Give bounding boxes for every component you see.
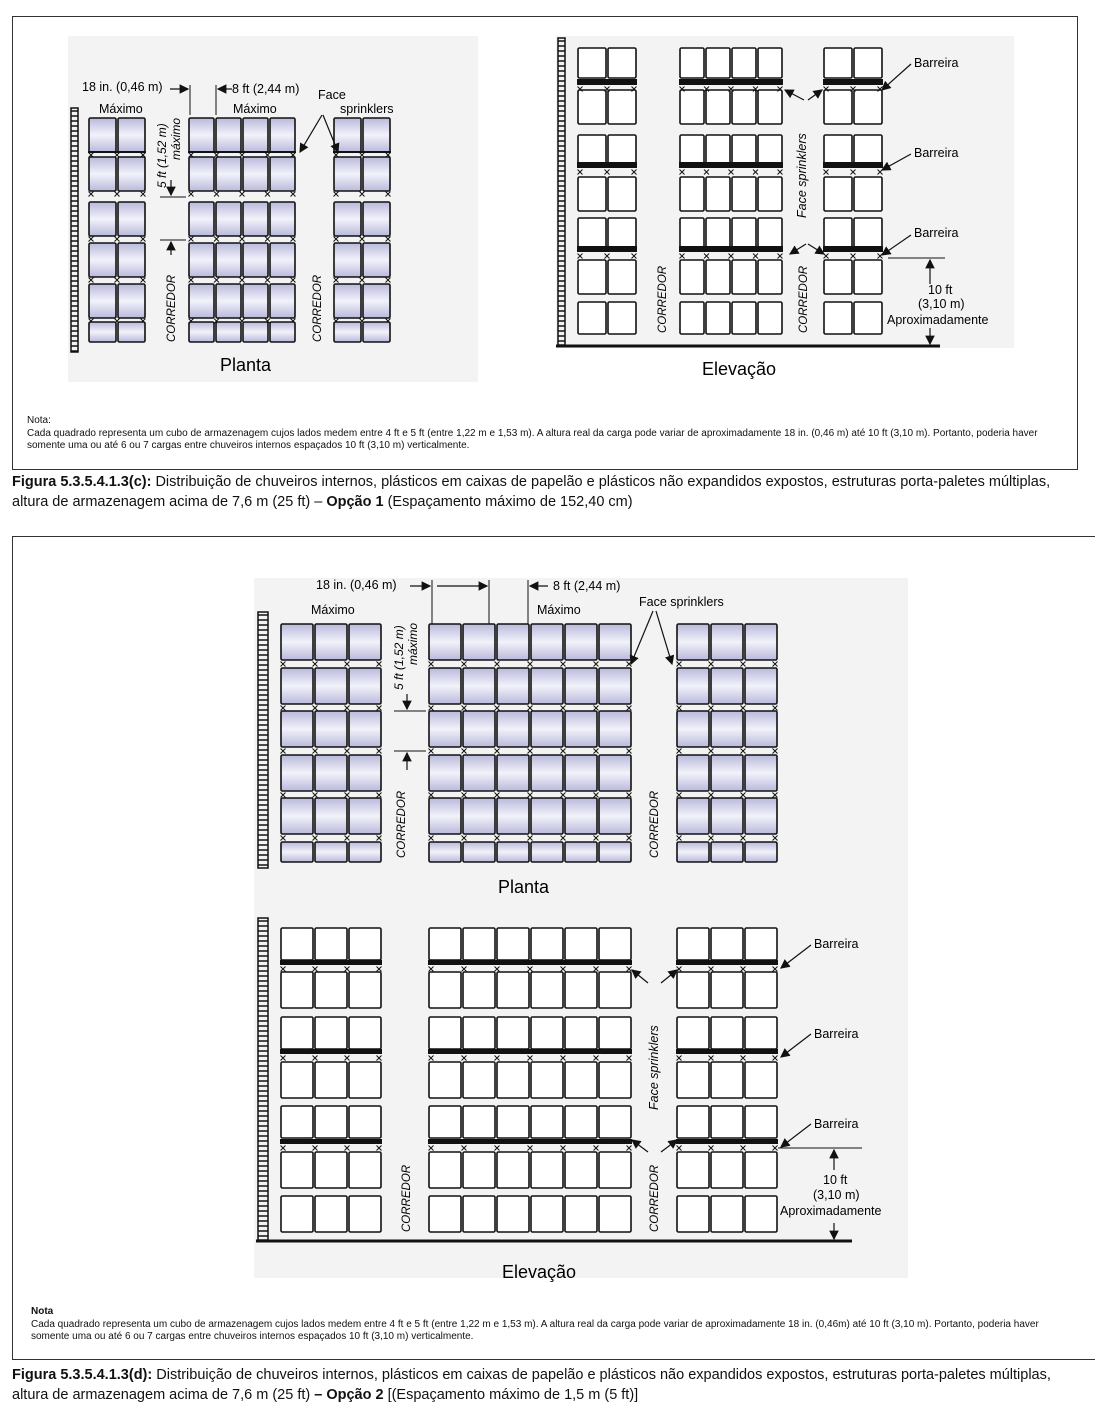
storage-cube [711,755,743,791]
planta-label: Planta [498,877,550,897]
storage-cube [349,624,381,660]
elevacao-label: Elevação [702,359,777,379]
storage-cube [565,624,597,660]
storage-cube [497,711,529,747]
barreira-label-1: Barreira [914,56,959,70]
storage-cube [599,711,631,747]
barreira-label-2: Barreira [914,146,959,160]
dim-10ft-metric: (3,10 m) [813,1188,860,1202]
caption-text: Distribuição de chuveiros internos, plásticos em caixas de papelão e plásticos não expandidos expostos, estruturas porta-paletes múltiplas, altura de armazenagem acima de 7,6 m (25 ft) [12,1367,1051,1403]
maximo-label-right: Máximo [233,102,277,116]
storage-cube [677,624,709,660]
dim-5ft-label: 5 ft (1,52 m) [392,625,406,690]
storage-cube [745,624,777,660]
face-sprinklers-label-a: Face [318,88,346,102]
storage-cube [745,928,777,960]
storage-cube [599,972,631,1008]
barrier-bar [428,960,632,965]
storage-cube [599,755,631,791]
storage-cube [497,624,529,660]
storage-cube [711,842,743,862]
barreira-label-2: Barreira [814,1027,859,1041]
caption-label: Figura 5.3.5.4.1.3(c): [12,474,152,490]
storage-cube [349,1017,381,1049]
storage-cube [531,842,563,862]
storage-cube [349,842,381,862]
storage-cube [281,1152,313,1188]
storage-cube [677,928,709,960]
dim-8ft-label: 8 ft (2,44 m) [232,82,300,96]
storage-cube [565,755,597,791]
storage-cube [599,668,631,704]
storage-cube [531,798,563,834]
storage-cube [497,1062,529,1098]
storage-cube [497,1152,529,1188]
storage-cube [677,1106,709,1138]
storage-cube [349,1196,381,1232]
storage-cube [711,1196,743,1232]
barrier-bar [280,1049,382,1054]
note-text: Cada quadrado representa um cubo de armazenagem cujos lados medem entre 4 ft e 5 ft (entre 1,22 m e 1,53 m). A altura real da carga pode variar de aproximadamente 18 in. (0,46m) até 10 ft (3,10 m). Portanto, poderia haver somente uma ou até 6 ou 7 cargas entre chuveiros internos espaçados 10 ft (3,10 m) verticalmente. [31,1318,1039,1342]
storage-cube [531,711,563,747]
storage-cube [531,1152,563,1188]
storage-cube [497,755,529,791]
storage-cube [281,972,313,1008]
storage-cube [677,755,709,791]
planta-label: Planta [220,355,272,375]
storage-cube [463,1196,495,1232]
maximo-label-left: Máximo [99,102,143,116]
storage-cube [745,798,777,834]
storage-cube [429,1106,461,1138]
barrier-bar [280,960,382,965]
storage-cube [565,972,597,1008]
storage-cube [281,755,313,791]
dim-10ft-label: 10 ft [823,1173,848,1187]
storage-cube [429,842,461,862]
storage-cube [429,798,461,834]
storage-cube [429,928,461,960]
storage-cube [711,711,743,747]
storage-cube [281,1017,313,1049]
storage-cube [745,1017,777,1049]
storage-cube [315,1196,347,1232]
storage-cube [349,1062,381,1098]
storage-cube [315,1062,347,1098]
barrier-bar [676,1139,778,1144]
storage-cube [711,798,743,834]
storage-cube [315,798,347,834]
storage-cube [349,1106,381,1138]
face-sprinklers-vertical-label: Face sprinklers [795,133,809,218]
storage-cube [281,842,313,862]
caption-option: Opção 1 [326,494,384,510]
dim-8ft-label: 8 ft (2,44 m) [553,579,621,593]
dim-5ft-label: 5 ft (1,52 m) [155,123,169,188]
storage-cube [349,755,381,791]
caption-label: Figura 5.3.5.4.1.3(d): [12,1367,153,1383]
storage-cube [349,972,381,1008]
storage-cube [711,668,743,704]
storage-cube [677,842,709,862]
storage-cube [599,1196,631,1232]
storage-cube [531,928,563,960]
elevacao-label: Elevação [502,1262,577,1282]
barreira-label-3: Barreira [914,226,959,240]
storage-cube [497,842,529,862]
note-text: Cada quadrado representa um cubo de armazenagem cujos lados medem entre 4 ft e 5 ft (entre 1,22 m e 1,53 m). A altura real da carga pode variar de aproximadamente 18 in. (0,46 m) até 10 ft (3,10 m). Portanto, poderia haver somente uma ou até 6 ou 7 cargas entre chuveiros internos espaçados 10 ft (3,10 m) verticalmente. [27,427,1038,451]
storage-cube [315,1152,347,1188]
storage-cube [565,1106,597,1138]
storage-cube [463,1152,495,1188]
barrier-bar [428,1139,632,1144]
storage-cube [677,1017,709,1049]
storage-cube [463,624,495,660]
storage-cube [463,1017,495,1049]
storage-cube [497,668,529,704]
storage-cube [463,972,495,1008]
corredor-label-elev-1: CORREDOR [401,1164,413,1232]
storage-cube [497,1196,529,1232]
storage-cube [599,842,631,862]
storage-cube [463,798,495,834]
storage-cube [531,972,563,1008]
storage-cube [711,1106,743,1138]
corredor-label-plan-2: CORREDOR [649,790,661,858]
storage-cube [497,1106,529,1138]
storage-cube [599,798,631,834]
storage-cube [711,928,743,960]
storage-cube [565,928,597,960]
storage-cube [281,1196,313,1232]
storage-cube [711,624,743,660]
face-sprinklers-label: Face sprinklers [639,595,724,609]
dim-10ft-metric: (3,10 m) [918,297,965,311]
storage-cube [281,624,313,660]
storage-cube [429,755,461,791]
storage-cube [677,711,709,747]
storage-cube [315,755,347,791]
storage-cube [315,928,347,960]
storage-cube [463,1106,495,1138]
storage-cube [281,1062,313,1098]
storage-cube [531,755,563,791]
storage-cube [745,1062,777,1098]
corredor-label-elev-2: CORREDOR [798,265,810,333]
storage-cube [497,972,529,1008]
caption-tail: [(Espaçamento máximo de 1,5 m (5 ft)] [383,1387,639,1403]
storage-cube [349,1152,381,1188]
corredor-label-plan-1: CORREDOR [166,274,178,342]
storage-cube [429,1152,461,1188]
corredor-label-plan-2: CORREDOR [312,274,324,342]
storage-cube [531,1196,563,1232]
storage-cube [281,928,313,960]
dim-5ft-maximo: máximo [406,622,420,665]
storage-cube [745,1106,777,1138]
storage-cube [315,1106,347,1138]
storage-cube [599,1152,631,1188]
storage-cube [565,1062,597,1098]
barrier-bar [280,1139,382,1144]
storage-cube [745,1152,777,1188]
storage-cube [531,1106,563,1138]
maximo-label-right: Máximo [537,603,581,617]
storage-cube [711,1152,743,1188]
storage-cube [429,1196,461,1232]
storage-cube [599,1062,631,1098]
storage-cube [745,711,777,747]
storage-cube [745,1196,777,1232]
storage-cube [677,972,709,1008]
storage-cube [463,755,495,791]
storage-cube [565,1017,597,1049]
figure-d-caption [12,1365,1082,1405]
dim-18in-label: 18 in. (0,46 m) [82,80,163,94]
storage-cube [531,624,563,660]
barrier-bar [676,1049,778,1054]
storage-cube [565,1196,597,1232]
storage-cube [315,1017,347,1049]
storage-cube [349,711,381,747]
storage-cube [315,842,347,862]
storage-cube [497,1017,529,1049]
storage-cube [599,928,631,960]
storage-cube [463,1062,495,1098]
dim-10ft-approx: Aproximadamente [887,313,989,327]
storage-cube [315,624,347,660]
storage-cube [429,1062,461,1098]
storage-cube [429,972,461,1008]
storage-cube [463,668,495,704]
dim-5ft-maximo: máximo [169,117,183,160]
storage-cube [565,1152,597,1188]
storage-cube [745,972,777,1008]
storage-cube [281,798,313,834]
storage-cube [281,668,313,704]
dim-10ft-approx: Aproximadamente [780,1204,882,1218]
storage-cube [463,842,495,862]
maximo-label-left: Máximo [311,603,355,617]
storage-cube [429,668,461,704]
storage-cube [349,798,381,834]
storage-cube [349,928,381,960]
barrier-bar [676,960,778,965]
storage-cube [599,624,631,660]
storage-cube [677,1152,709,1188]
storage-cube [745,842,777,862]
dim-10ft-label: 10 ft [928,283,953,297]
storage-cube [531,1017,563,1049]
storage-cube [429,624,461,660]
dim-18in-label: 18 in. (0,46 m) [316,578,397,592]
storage-cube [497,798,529,834]
storage-cube [565,842,597,862]
corredor-label-elev-1: CORREDOR [657,265,669,333]
storage-cube [599,1106,631,1138]
storage-cube [497,928,529,960]
storage-cube [565,668,597,704]
storage-cube [745,668,777,704]
note-title: Nota [31,1306,54,1317]
note-title: Nota: [27,415,51,426]
storage-cube [429,711,461,747]
figure-d-note [31,1306,1061,1344]
plan-view-d [258,580,778,868]
storage-cube [429,1017,461,1049]
storage-cube [711,1062,743,1098]
corredor-label-plan-1: CORREDOR [396,790,408,858]
storage-cube [677,668,709,704]
storage-cube [599,1017,631,1049]
face-sprinklers-vertical-label: Face sprinklers [647,1025,661,1110]
storage-cube [711,972,743,1008]
storage-cube [315,668,347,704]
corredor-label-elev-2: CORREDOR [649,1164,661,1232]
face-sprinklers-label-b: sprinklers [340,102,394,116]
storage-cube [531,668,563,704]
storage-cube [677,1062,709,1098]
caption-option: – Opção 2 [314,1387,384,1403]
storage-cube [349,668,381,704]
caption-text: Distribuição de chuveiros internos, plásticos em caixas de papelão e plásticos não expandidos expostos, estruturas porta-paletes múltiplas, altura de armazenagem acima de 7,6 m (25 ft) – [12,474,1051,510]
storage-cube [677,798,709,834]
barreira-label-3: Barreira [814,1117,859,1131]
barreira-label-1: Barreira [814,937,859,951]
storage-cube [531,1062,563,1098]
caption-tail: (Espaçamento máximo de 152,40 cm) [383,494,633,510]
storage-cube [711,1017,743,1049]
storage-cube [281,711,313,747]
storage-cube [281,1106,313,1138]
storage-cube [565,798,597,834]
storage-cube [677,1196,709,1232]
storage-cube [565,711,597,747]
barrier-bar [428,1049,632,1054]
storage-cube [463,711,495,747]
storage-cube [745,755,777,791]
storage-cube [315,972,347,1008]
storage-cube [463,928,495,960]
storage-cube [315,711,347,747]
